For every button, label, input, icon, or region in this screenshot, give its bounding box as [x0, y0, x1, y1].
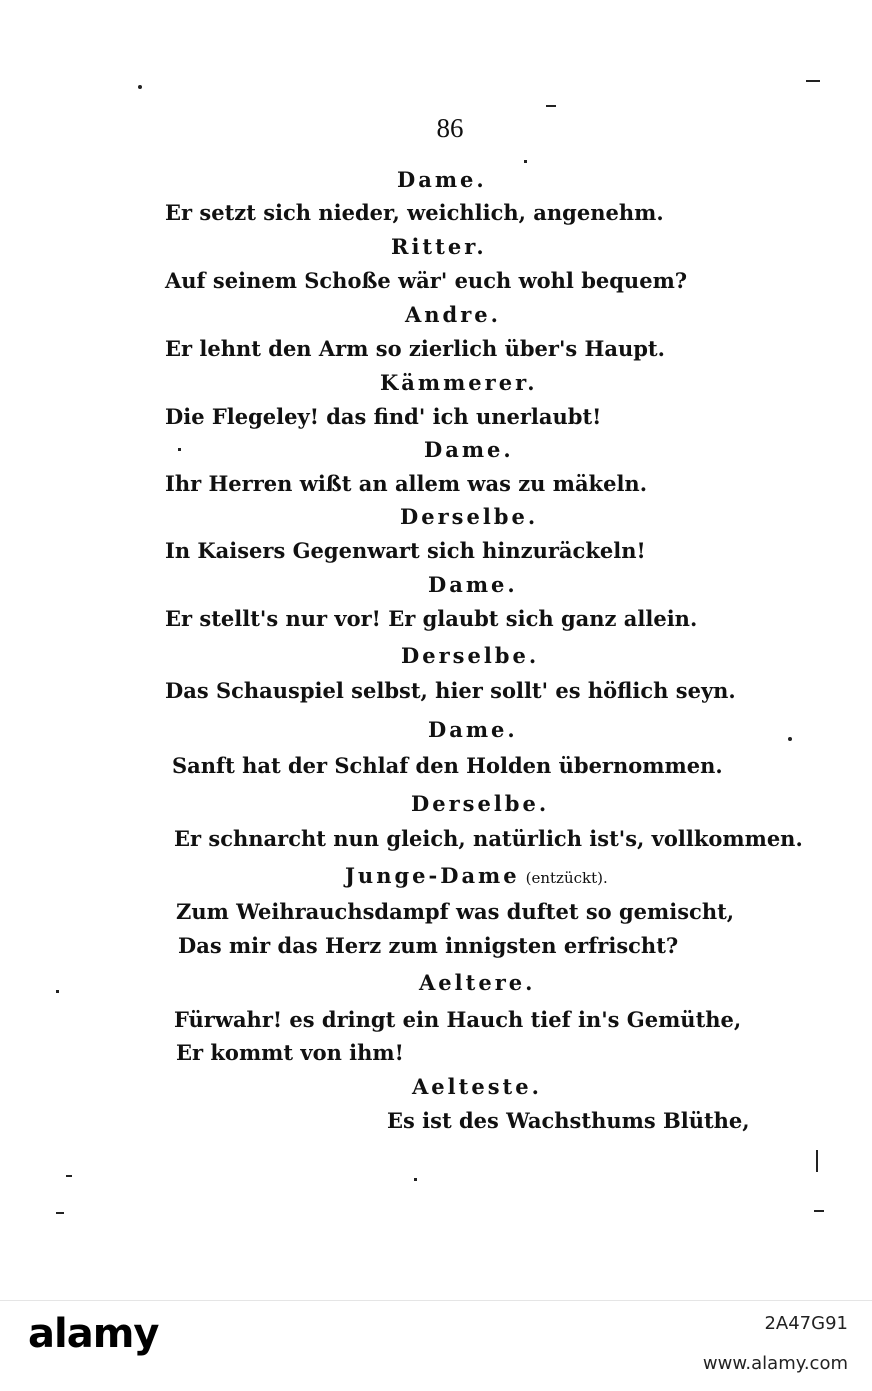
scan-speck — [806, 80, 820, 82]
speaker-heading: Derselbe. — [400, 504, 539, 529]
page-number: 86 — [436, 113, 464, 143]
verse-line: Die Flegeley! das find' ich unerlaubt! — [165, 404, 602, 429]
scan-speck — [178, 448, 181, 451]
verse-line: In Kaisers Gegenwart sich hinzuräckeln! — [165, 538, 646, 563]
brand-logo: alamy — [28, 1311, 159, 1357]
stage-direction: (entzückt). — [525, 869, 608, 887]
verse-line: Das mir das Herz zum innigsten erfrischt? — [178, 933, 679, 958]
scan-speck — [56, 1212, 64, 1214]
speaker-name: Junge-Dame — [345, 863, 520, 888]
speaker-heading: Dame. — [428, 572, 518, 597]
verse-line: Er setzt sich nieder, weichlich, angenehm. — [165, 200, 664, 225]
verse-line: Fürwahr! es dringt ein Hauch tief in's Gemüthe, — [174, 1007, 742, 1032]
scan-speck — [524, 160, 527, 163]
verse-line: Auf seinem Schoße wär' euch wohl bequem? — [165, 268, 688, 293]
speaker-heading: Andre. — [405, 302, 501, 327]
scan-speck — [138, 85, 142, 89]
verse-line: Er lehnt den Arm so zierlich über's Haupt. — [165, 336, 665, 361]
speaker-heading: Kämmerer. — [380, 370, 538, 395]
speaker-heading: Ritter. — [391, 234, 487, 259]
image-id: 2A47G91 — [764, 1313, 848, 1334]
speaker-heading: Derselbe. — [401, 643, 540, 668]
verse-line: Zum Weihrauchsdampf was duftet so gemischt, — [176, 899, 735, 924]
verse-line: Es ist des Wachsthums Blüthe, — [387, 1108, 750, 1133]
verse-line: Das Schauspiel selbst, hier sollt' es höflich seyn. — [165, 678, 736, 703]
scan-speck — [414, 1178, 417, 1181]
site-url[interactable]: www.alamy.com — [702, 1353, 848, 1374]
verse-line: Er schnarcht nun gleich, natürlich ist's, vollkommen. — [174, 826, 803, 851]
scan-speck — [816, 1150, 818, 1172]
speaker-heading: Derselbe. — [411, 791, 550, 816]
scan-speck — [56, 990, 59, 993]
verse-line: Er kommt von ihm! — [176, 1040, 404, 1065]
speaker-heading: Dame. — [397, 167, 487, 192]
scan-speck — [788, 737, 792, 741]
speaker-heading: Aeltere. — [419, 970, 536, 995]
speaker-heading: Aelteste. — [412, 1074, 542, 1099]
verse-line: Ihr Herren wißt an allem was zu mäkeln. — [165, 471, 648, 496]
scan-speck — [814, 1210, 824, 1212]
verse-line: Er stellt's nur vor! Er glaubt sich ganz allein. — [165, 606, 698, 631]
scan-speck — [66, 1175, 72, 1177]
stock-watermark-bar — [0, 1300, 872, 1391]
speaker-heading: Dame. — [428, 717, 518, 742]
speaker-heading: Dame. — [424, 437, 514, 462]
speaker-heading — [345, 863, 608, 888]
scan-speck — [546, 105, 556, 107]
verse-line: Sanft hat der Schlaf den Holden übernommen. — [172, 753, 723, 778]
